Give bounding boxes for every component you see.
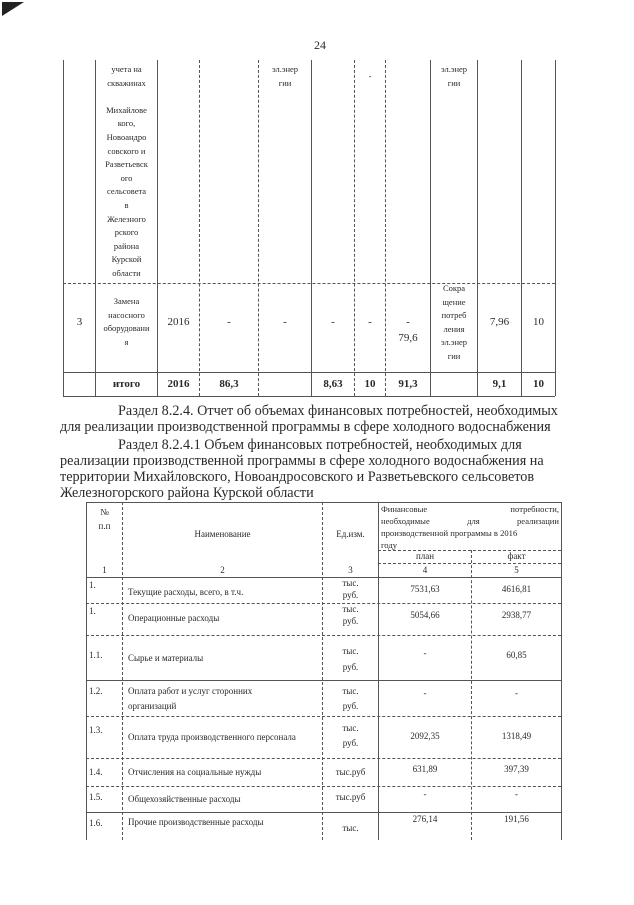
- fin-table-col-line: [122, 502, 123, 840]
- fin-row-plan: -: [423, 648, 427, 658]
- fragment-name-line: ого: [120, 172, 133, 183]
- fragment-name-line: Железного: [107, 213, 146, 224]
- row3-unit-line: потреб: [441, 310, 467, 321]
- fin-table-row-line: [86, 716, 561, 717]
- fin-table-border-left: [86, 502, 87, 840]
- total-v3: 10: [364, 378, 376, 390]
- header-needs-line: необходимые для реализации: [381, 516, 559, 526]
- fragment-name-line: сельсовета: [106, 186, 147, 197]
- row3-unit: [431, 282, 477, 364]
- header-financial-needs: [381, 503, 559, 551]
- header-needs-line: году: [381, 540, 398, 550]
- fin-row-unit: [323, 643, 378, 675]
- fin-row-unit: [323, 721, 378, 751]
- fin-row-num: 1.3.: [89, 725, 103, 735]
- fin-row-fact: 60,85: [506, 650, 527, 660]
- section-8-2-4-1-heading: Раздел 8.2.4.1 Объем финансовых потребностей, необходимых для: [118, 437, 522, 453]
- fin-row-fact: -: [515, 688, 518, 698]
- fragment-name-line: в: [124, 199, 129, 210]
- upper-table-col-line: [354, 60, 355, 396]
- fin-row-unit-line: руб.: [342, 616, 359, 626]
- fragment-unit-line: гии: [278, 77, 292, 88]
- fin-row-unit-line: руб.: [342, 701, 359, 711]
- row3-unit-line: щение: [442, 296, 466, 307]
- header-fact: факт: [507, 551, 526, 561]
- row3-value: 79,6: [398, 332, 418, 344]
- fin-row-unit: [323, 577, 378, 601]
- row3-name: [96, 295, 157, 349]
- fin-table-border-right: [561, 502, 562, 840]
- fin-row-unit-line: тыс.: [342, 723, 359, 733]
- upper-table-col-line: [258, 60, 259, 396]
- fin-row-unit-line: тыс.: [342, 604, 359, 614]
- fragment-name-line: учета на: [111, 64, 142, 74]
- upper-table-border-right: [555, 60, 556, 396]
- fragment-name-line: Михайлове: [106, 104, 147, 115]
- fin-row-unit: [323, 684, 378, 714]
- upper-table-col-line: [311, 60, 312, 396]
- upper-table-col-line: [477, 60, 478, 396]
- upper-table-col-line: [521, 60, 522, 396]
- upper-table-row-line: [63, 283, 555, 284]
- section-8-2-4-1-line: реализации производственной программы в сфере холодного водоснабжения на: [60, 453, 544, 469]
- total-v5: 9,1: [492, 378, 507, 390]
- fin-row-num: 1.: [89, 580, 96, 590]
- row3-dash: -: [406, 316, 410, 328]
- fin-row-name: Прочие производственные расходы: [128, 817, 264, 827]
- row3-dash: -: [227, 316, 231, 328]
- fin-row-unit-line: тыс.: [342, 686, 359, 696]
- total-label: итого: [112, 378, 141, 390]
- page-corner-mark: [2, 2, 24, 16]
- fragment-name-line: Курской: [111, 254, 142, 265]
- upper-table-col-line: [385, 60, 386, 396]
- upper-table-col-line: [157, 60, 158, 396]
- total-v1: 86,3: [219, 378, 239, 390]
- fragment-name-line: Разветьевск: [105, 159, 148, 170]
- fin-row-name: Сырье и материалы: [128, 653, 204, 663]
- fragment-unit-line: эл.энер: [440, 64, 468, 74]
- fragment-unit-left: [259, 63, 311, 90]
- total-year: 2016: [167, 378, 190, 390]
- fragment-name-line: кого,: [117, 118, 136, 129]
- fin-row-num: 1.1.: [89, 650, 103, 660]
- fragment-unit-right: [431, 63, 477, 90]
- fragment-name-line: скважинах: [107, 77, 146, 88]
- fin-table-row-line: [86, 635, 561, 636]
- fin-row-name-line: Оплата работ и услуг сторонних: [128, 686, 253, 696]
- row3-unit-line: эл.энер: [440, 337, 468, 348]
- fin-row-unit: [323, 603, 378, 627]
- fin-row-unit-line: руб.: [342, 738, 359, 748]
- header-num-line: №: [100, 507, 109, 517]
- index-col-5: 5: [514, 565, 519, 575]
- fin-row-plan: 276,14: [412, 814, 438, 824]
- row3-num: 3: [76, 316, 83, 328]
- fin-table-row-line: [86, 758, 561, 759]
- row3-dash: -: [368, 316, 372, 328]
- total-v2: 8,63: [323, 378, 343, 390]
- fin-row-name: [128, 684, 322, 714]
- fin-row-num: 1.4.: [89, 767, 103, 777]
- fin-row-unit: [323, 790, 378, 804]
- section-8-2-4-heading: Раздел 8.2.4. Отчет об объемах финансовых потребностей, необходимых: [118, 403, 558, 419]
- header-plan: план: [415, 551, 435, 561]
- fin-row-fact: 4616,81: [501, 584, 532, 594]
- row3-unit-line: Сокра: [442, 283, 466, 293]
- row3-name-line: я: [124, 336, 129, 347]
- fin-row-unit-line: тыс.: [342, 578, 359, 588]
- fin-row-num: 1.2.: [89, 686, 103, 696]
- fin-row-unit-line: тыс.руб: [335, 792, 366, 802]
- upper-table-row-line: [63, 372, 555, 373]
- fin-row-unit: [323, 821, 378, 835]
- section-8-2-4-heading-cont: для реализации производственной программы в сфере холодного водоснабжения: [60, 419, 551, 435]
- header-name: Наименование: [194, 529, 251, 539]
- fragment-unit-line: эл.энер: [271, 64, 299, 74]
- row3-dash: -: [283, 316, 287, 328]
- fragment-name-line: Новоандро: [106, 131, 147, 142]
- fin-row-name: Общехозяйственные расходы: [128, 794, 241, 804]
- fragment-name-line: рского: [114, 227, 139, 238]
- fin-row-fact: 1318,49: [501, 731, 532, 741]
- row3-v3: 10: [533, 316, 544, 328]
- fin-row-plan: -: [423, 789, 427, 799]
- total-v4: 91,3: [398, 378, 418, 390]
- fin-row-plan: 7531,63: [410, 584, 440, 594]
- fin-row-unit-line: руб.: [342, 590, 359, 600]
- fragment-unit-line: гии: [447, 77, 461, 88]
- fin-row-fact: 191,56: [504, 814, 529, 824]
- fin-row-unit: [323, 765, 378, 779]
- row3-unit-line: гии: [447, 350, 461, 361]
- fragment-name-line: [96, 90, 157, 104]
- fin-row-unit-line: тыс.: [342, 823, 359, 833]
- fin-row-fact: -: [515, 789, 518, 799]
- fin-row-num: 1.5.: [89, 792, 103, 802]
- upper-table-col-line: [199, 60, 200, 396]
- fin-row-name: Операционные расходы: [128, 613, 220, 623]
- header-num: [87, 505, 122, 533]
- row3-dash: -: [331, 316, 335, 328]
- header-unit: Ед.изм.: [336, 529, 365, 539]
- section-8-2-4-1-line: Железногорского района Курской области: [60, 485, 314, 501]
- fragment-name-line: района: [113, 240, 140, 251]
- upper-table-bottom-line: [63, 396, 555, 397]
- fragment-dash: -: [368, 71, 372, 81]
- index-col-3: 3: [348, 565, 353, 575]
- fin-row-unit-line: тыс.руб: [335, 767, 366, 777]
- section-8-2-4-1-line: территории Михайловского, Новоандросовского и Разветьевского сельсоветов: [60, 469, 535, 485]
- row3-unit-line: ления: [443, 323, 465, 334]
- fin-row-plan: 2092,35: [410, 731, 440, 741]
- fin-row-fact: 2938,77: [501, 610, 532, 620]
- fin-row-name: Отчисления на социальные нужды: [128, 767, 262, 777]
- fin-row-plan: -: [423, 688, 427, 698]
- row3-name-line: Замена: [113, 296, 140, 306]
- fin-row-fact: 397,39: [504, 764, 529, 774]
- page-number: 24: [314, 38, 326, 52]
- fin-row-num: 1.: [89, 606, 96, 616]
- row3-year: 2016: [167, 316, 190, 328]
- fin-table-row-line: [86, 680, 561, 681]
- fin-row-name: Оплата труда производственного персонала: [128, 732, 296, 742]
- fin-row-plan: 5054,66: [410, 610, 440, 620]
- fragment-name-cell: [96, 63, 157, 281]
- fin-row-unit-line: руб.: [342, 662, 359, 672]
- index-col-4: 4: [422, 565, 428, 575]
- header-num-line: п.п: [98, 521, 111, 531]
- upper-table-border-left: [63, 60, 64, 396]
- fin-row-unit-line: тыс.: [342, 646, 359, 656]
- header-needs-line: Финансовые потребности,: [381, 504, 559, 514]
- fragment-name-line: совского и: [107, 145, 146, 156]
- row3-name-line: оборудовани: [103, 323, 150, 334]
- fin-row-num: 1.6.: [89, 818, 103, 828]
- fin-row-name: Текущие расходы, всего, в т.ч.: [128, 587, 244, 597]
- header-needs-line: производственной программы в 2016: [381, 528, 518, 538]
- fin-row-plan: 631,89: [412, 764, 438, 774]
- fin-row-name-line: организаций: [128, 701, 177, 711]
- row3-v2: 7,96: [489, 316, 510, 328]
- index-col-2: 2: [220, 565, 225, 575]
- total-v6: 10: [533, 378, 544, 390]
- row3-name-line: насосного: [108, 309, 145, 320]
- fragment-name-line: области: [112, 267, 141, 278]
- index-col-1: 1: [102, 565, 107, 575]
